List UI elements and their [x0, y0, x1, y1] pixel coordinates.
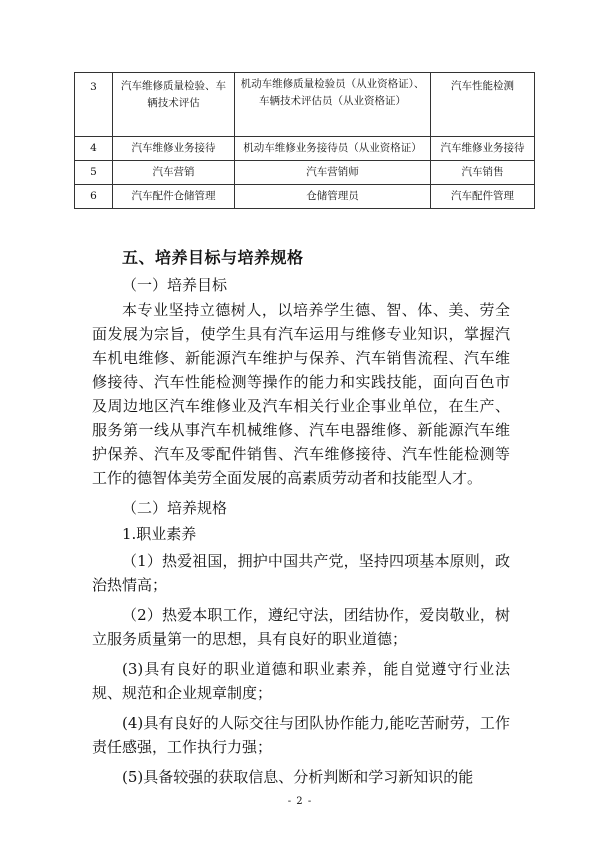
table-cell-post: 汽车维修业务接待: [431, 137, 535, 161]
page-number: - 2 -: [287, 796, 313, 807]
table-row: [75, 137, 535, 161]
spec-item-2: （2）热爱本职工作，遵纪守法，团结协作，爱岗敬业，树立服务质量第一的思想，具有良好的职业道德；: [92, 606, 510, 648]
table-cell-post: 汽车销售: [431, 161, 535, 185]
table-row: [75, 161, 535, 185]
section-heading: 五、培养目标与培养规格: [122, 248, 304, 267]
table-cell-certificate: 仓储管理员: [235, 185, 431, 209]
professional-quality-heading: 1.职业素养: [122, 525, 197, 543]
spec-item-1: （1）热爱祖国，拥护中国共产党，坚持四项基本原则，政治热情高；: [92, 552, 510, 594]
spec-heading: （二）培养规格: [122, 499, 228, 517]
table-cell-post: 汽车配件管理: [431, 185, 535, 209]
table-cell-major: 汽车维修业务接待: [113, 137, 235, 161]
table-cell-post: 汽车性能检测: [431, 73, 535, 137]
spec-item-4: (4)具有良好的人际交往与团队协作能力,能吃苦耐劳，工作责任感强，工作执行力强；: [92, 714, 510, 756]
spec-item-3: (3)具有良好的职业道德和职业素养，能自觉遵守行业法规、规范和企业规章制度；: [92, 660, 510, 702]
goal-paragraph: 本专业坚持立德树人，以培养学生德、智、体、美、劳全面发展为宗旨，使学生具有汽车运用与维修专业知识，掌握汽车机电维修、新能源汽车维护与保养、汽车销售流程、汽车维修接待、汽车性能检测等操作的能力和实践技能，面向百色市及周边地区汽车维修业及汽车相关行业企事业单位，在生产、服务第一线从事汽车机械维修、汽车电器维修、新能源汽车维护保养、汽车及零配件销售、汽车维修接待、汽车性能检测等工作的德智体美劳全面发展的高素质劳动者和技能型人才。: [92, 301, 510, 487]
table-cell-number: 3: [75, 73, 113, 137]
table-cell-certificate: 汽车营销师: [235, 161, 431, 185]
table-cell-major: 汽车营销: [113, 161, 235, 185]
table-cell-certificate: 机动车维修质量检验员（从业资格证）、车辆技术评估员（从业资格证）: [235, 73, 431, 137]
table-cell-major: 汽车维修质量检验、车辆技术评估: [113, 73, 235, 137]
table-cell-major: 汽车配件仓储管理: [113, 185, 235, 209]
table-cell-number: 5: [75, 161, 113, 185]
table-row: [75, 73, 535, 137]
table-cell-certificate: 机动车维修业务接待员（从业资格证）: [235, 137, 431, 161]
goal-heading: （一）培养目标: [122, 276, 228, 294]
spec-item-5: (5)具备较强的获取信息、分析判断和学习新知识的能: [122, 768, 474, 786]
job-certificate-table: [74, 72, 535, 209]
table-cell-number: 4: [75, 137, 113, 161]
table-row: [75, 185, 535, 209]
table-cell-number: 6: [75, 185, 113, 209]
